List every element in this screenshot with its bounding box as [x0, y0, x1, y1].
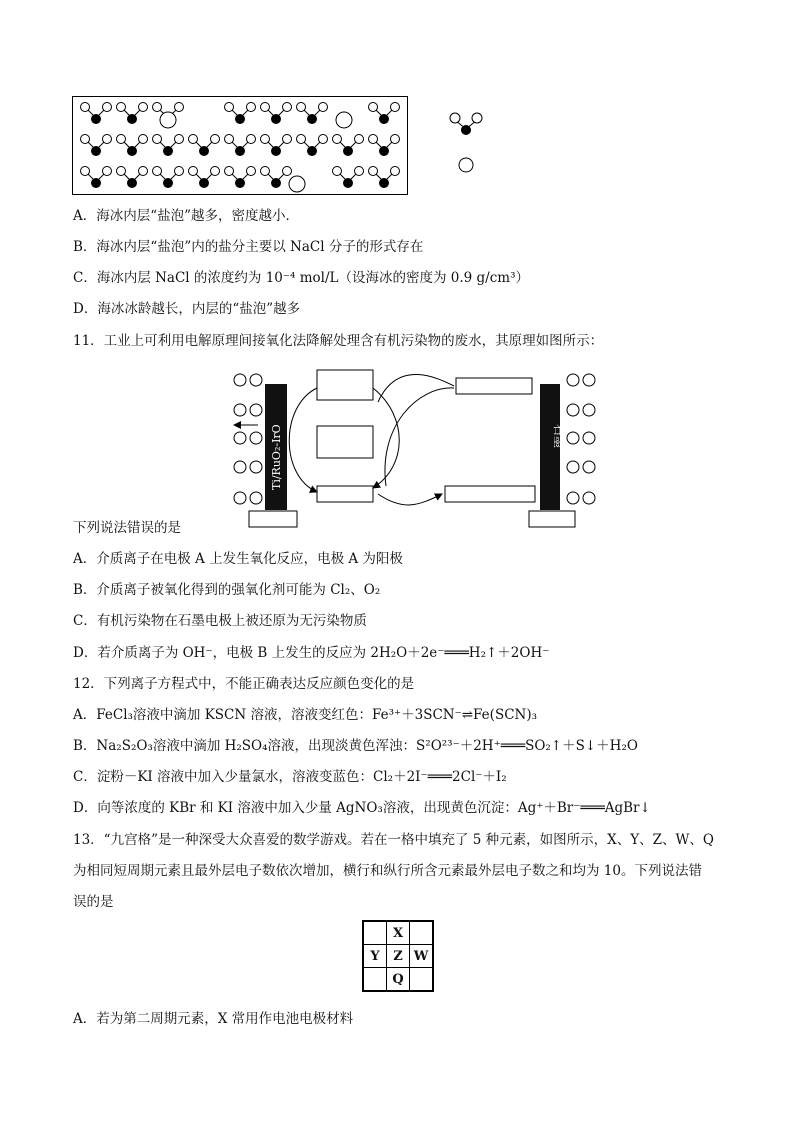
grid-cell-x: X — [387, 921, 410, 945]
ion-icon — [250, 432, 262, 444]
grid-cell — [363, 921, 387, 945]
water-molecule-icon — [189, 167, 220, 188]
q11-option-d: D．若介质离子为 OH⁻，电极 B 上发生的反应为 2H₂O＋2e⁻═══H₂↑＋2OH⁻ — [73, 645, 550, 661]
blank-box-3 — [317, 486, 373, 502]
q10-option-c: C．海冰内层 NaCl 的浓度约为 10⁻⁴ mol/L（设海冰的密度为 0.9 g/cm³） — [73, 270, 529, 286]
ion-icon — [567, 492, 579, 504]
q13-stem-line1: 13．“九宫格”是一种深受大众喜爱的数学游戏。若在一格中填充了 5 种元素，如图所示，X、Y、Z、W、Q — [73, 832, 714, 848]
q11-prompt: 下列说法错误的是 — [73, 520, 181, 536]
water-molecule-icon — [117, 167, 148, 188]
electrolysis-figure — [228, 366, 608, 532]
grid-cell-z: Z — [387, 945, 410, 968]
grid-cell — [363, 968, 387, 992]
water-molecule-icon — [225, 167, 256, 188]
water-molecule-icon — [153, 167, 184, 188]
blank-box-6 — [249, 511, 297, 527]
salt-bubble-icon — [336, 112, 352, 128]
salt-bubble-icon — [459, 158, 473, 172]
blank-box-7 — [529, 511, 575, 527]
ion-icon — [567, 461, 579, 473]
water-molecule-icon — [297, 103, 328, 124]
water-molecule-icon — [81, 167, 112, 188]
water-molecule-icon — [369, 103, 400, 124]
ion-icon — [567, 374, 579, 386]
ion-icon — [234, 432, 246, 444]
water-molecule-icon — [189, 135, 220, 156]
ion-icon — [583, 432, 595, 444]
water-molecule-icon — [261, 167, 292, 188]
water-molecule-icon — [153, 135, 184, 156]
blank-box-4 — [456, 378, 532, 394]
left-electrode-label: Ti/RuO₂-IrO — [270, 424, 283, 490]
water-molecule-icon — [297, 135, 328, 156]
q13-option-a: A．若为第二周期元素，X 常用作电池电极材料 — [73, 1011, 354, 1027]
nine-grid — [362, 920, 434, 992]
q12-option-d: D．向等浓度的 KBr 和 KI 溶液中加入少量 AgNO₃溶液，出现黄色沉淀：Ag⁺＋Br⁻═══AgBr↓ — [73, 800, 651, 816]
right-electrode-label: 石墨 — [552, 424, 566, 449]
q12-stem: 12．下列离子方程式中，不能正确表达反应颜色变化的是 — [73, 676, 415, 692]
ion-icon — [583, 492, 595, 504]
q12-option-b: B．Na₂S₂O₃溶液中滴加 H₂SO₄溶液，出现淡黄色浑浊：S²O²³⁻＋2H⁺═══SO₂↑＋S↓＋H₂O — [73, 738, 638, 754]
water-molecule-icon — [81, 135, 112, 156]
q13-stem-line2: 为相同短周期元素且最外层电子数依次增加，横行和纵行所含元素最外层电子数之和均为 10。下列说法错 — [73, 863, 702, 879]
water-molecule-icon — [261, 135, 292, 156]
water-molecule-icon — [333, 135, 364, 156]
ion-icon — [234, 492, 246, 504]
grid-cell-q: Q — [387, 968, 410, 992]
q11-stem: 11．工业上可利用电解原理间接氧化法降解处理含有机污染物的废水，其原理如图所示： — [73, 333, 604, 349]
q10-option-a: A．海冰内层“盐泡”越多，密度越小． — [73, 208, 300, 224]
water-molecule-icon — [225, 103, 256, 124]
grid-cell — [410, 968, 434, 992]
salt-bubble-icon — [289, 176, 305, 192]
water-molecule-icon — [81, 103, 112, 124]
water-molecule-icon — [369, 167, 400, 188]
ion-icon — [583, 404, 595, 416]
ion-icon — [250, 461, 262, 473]
q12-option-c: C．淀粉－KI 溶液中加入少量氯水，溶液变蓝色：Cl₂＋2I⁻═══2Cl⁻＋I₂ — [73, 769, 507, 785]
water-molecule-icon — [261, 103, 292, 124]
q12-option-a: A．FeCl₃溶液中滴加 KSCN 溶液，溶液变红色：Fe³⁺＋3SCN⁻⇌Fe(SCN)₃ — [73, 707, 538, 723]
blank-box-5 — [445, 486, 535, 502]
q11-option-b: B．介质离子被氧化得到的强氧化剂可能为 Cl₂、O₂ — [73, 582, 381, 598]
q11-option-c: C．有机污染物在石墨电极上被还原为无污染物质 — [73, 613, 367, 629]
blank-box-1 — [317, 370, 373, 400]
ion-icon — [234, 461, 246, 473]
ion-icon — [583, 374, 595, 386]
q10-option-b: B．海冰内层“盐泡”内的盐分主要以 NaCl 分子的形式存在 — [73, 239, 424, 255]
water-molecule-icon — [225, 135, 256, 156]
grid-cell-y: Y — [363, 945, 387, 968]
ion-icon — [567, 432, 579, 444]
q13-stem-line3: 误的是 — [73, 894, 114, 910]
water-molecule-icon — [333, 167, 364, 188]
ion-icon — [250, 374, 262, 386]
ion-icon — [234, 404, 246, 416]
water-molecule-icon — [369, 135, 400, 156]
q11-option-a: A．介质离子在电极 A 上发生氧化反应，电极 A 为阳极 — [73, 551, 403, 567]
sea-ice-figure — [72, 96, 512, 196]
q10-option-d: D．海冰冰龄越长，内层的“盐泡”越多 — [73, 301, 301, 317]
ion-icon — [250, 492, 262, 504]
water-molecule-icon — [117, 103, 148, 124]
water-molecule-icon — [117, 135, 148, 156]
grid-cell-w: W — [410, 945, 434, 968]
blank-box-2 — [317, 426, 373, 458]
water-molecule-icon — [450, 113, 482, 135]
salt-bubble-icon — [160, 112, 176, 128]
ion-icon — [250, 404, 262, 416]
ion-icon — [234, 374, 246, 386]
ion-icon — [567, 404, 579, 416]
grid-cell — [410, 921, 434, 945]
ion-icon — [583, 461, 595, 473]
